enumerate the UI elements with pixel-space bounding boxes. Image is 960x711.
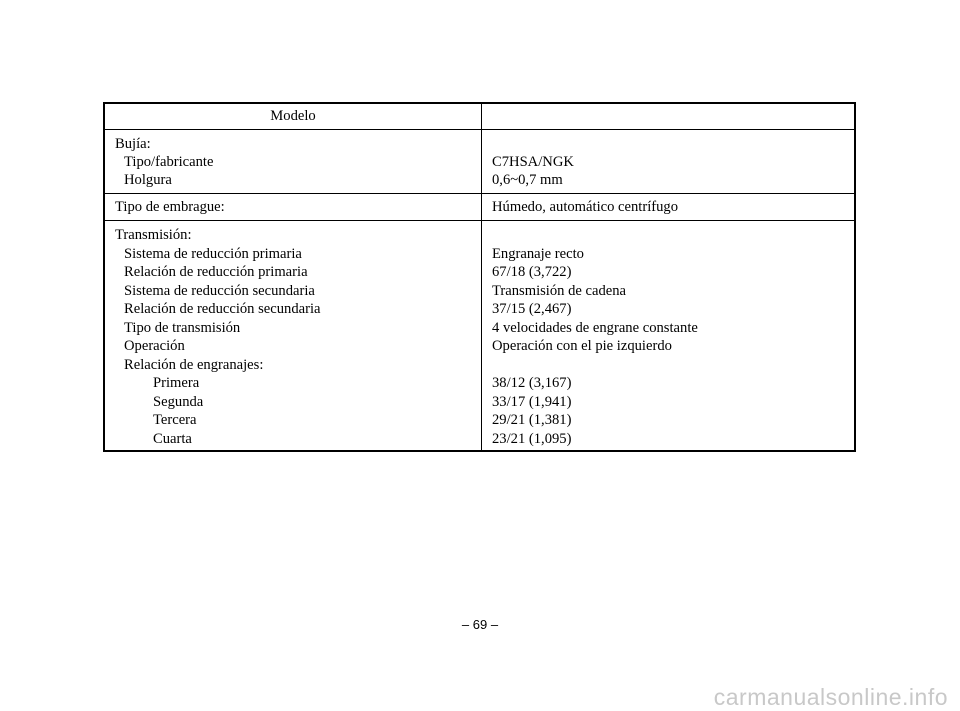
transmission-left-cell <box>105 221 482 450</box>
spark-plug-type-label: Tipo/fabricante <box>124 154 214 170</box>
header-left-cell <box>105 104 482 129</box>
secondary-ratio-value: 37/15 (2,467) <box>492 301 572 317</box>
clutch-right-cell <box>482 194 854 220</box>
clutch-row <box>105 194 854 221</box>
watermark: carmanualsonline.info <box>713 684 948 710</box>
gear-value: 33/17 (1,941) <box>492 394 572 410</box>
gear-label: Primera <box>153 375 200 391</box>
operation-value: Operación con el pie izquierdo <box>492 338 672 354</box>
operation-label: Operación <box>124 338 185 354</box>
page-number: – 69 – <box>461 617 499 632</box>
primary-system-label: Sistema de reducción primaria <box>124 246 302 262</box>
gear-value: 38/12 (3,167) <box>492 375 572 391</box>
gear-label: Segunda <box>153 394 204 410</box>
spark-plug-title: Bujía: <box>115 136 151 152</box>
clutch-left-cell <box>105 194 482 220</box>
transmission-type-value: 4 velocidades de engrane constante <box>492 320 698 336</box>
gear-label: Cuarta <box>153 431 192 447</box>
specifications-table <box>103 102 856 452</box>
spark-plug-gap-value: 0,6~0,7 mm <box>492 172 563 188</box>
model-header-label: Modelo <box>270 108 316 124</box>
spark-plug-type-value: C7HSA/NGK <box>492 154 574 170</box>
primary-ratio-value: 67/18 (3,722) <box>492 264 572 280</box>
primary-ratio-label: Relación de reducción primaria <box>124 264 308 280</box>
spark-plug-row <box>105 130 854 194</box>
header-right-cell <box>482 104 854 129</box>
transmission-right-cell <box>482 221 854 450</box>
gear-ratio-label: Relación de engranajes: <box>124 357 264 373</box>
secondary-system-label: Sistema de reducción secundaria <box>124 283 315 299</box>
clutch-label: Tipo de embrague: <box>115 199 225 215</box>
clutch-value: Húmedo, automático centrífugo <box>492 199 679 215</box>
spark-plug-gap-label: Holgura <box>124 172 172 188</box>
transmission-type-label: Tipo de transmisión <box>124 320 241 336</box>
spark-plug-left-cell <box>105 130 482 193</box>
primary-system-value: Engranaje recto <box>492 246 584 262</box>
gear-value: 23/21 (1,095) <box>492 431 572 447</box>
secondary-ratio-label: Relación de reducción secundaria <box>124 301 321 317</box>
table-header-row <box>105 104 854 130</box>
transmission-title: Transmisión: <box>115 227 192 243</box>
gear-value: 29/21 (1,381) <box>492 412 572 428</box>
transmission-row <box>105 221 854 450</box>
spark-plug-right-cell <box>482 130 854 193</box>
secondary-system-value: Transmisión de cadena <box>492 283 627 299</box>
gear-label: Tercera <box>153 412 197 428</box>
